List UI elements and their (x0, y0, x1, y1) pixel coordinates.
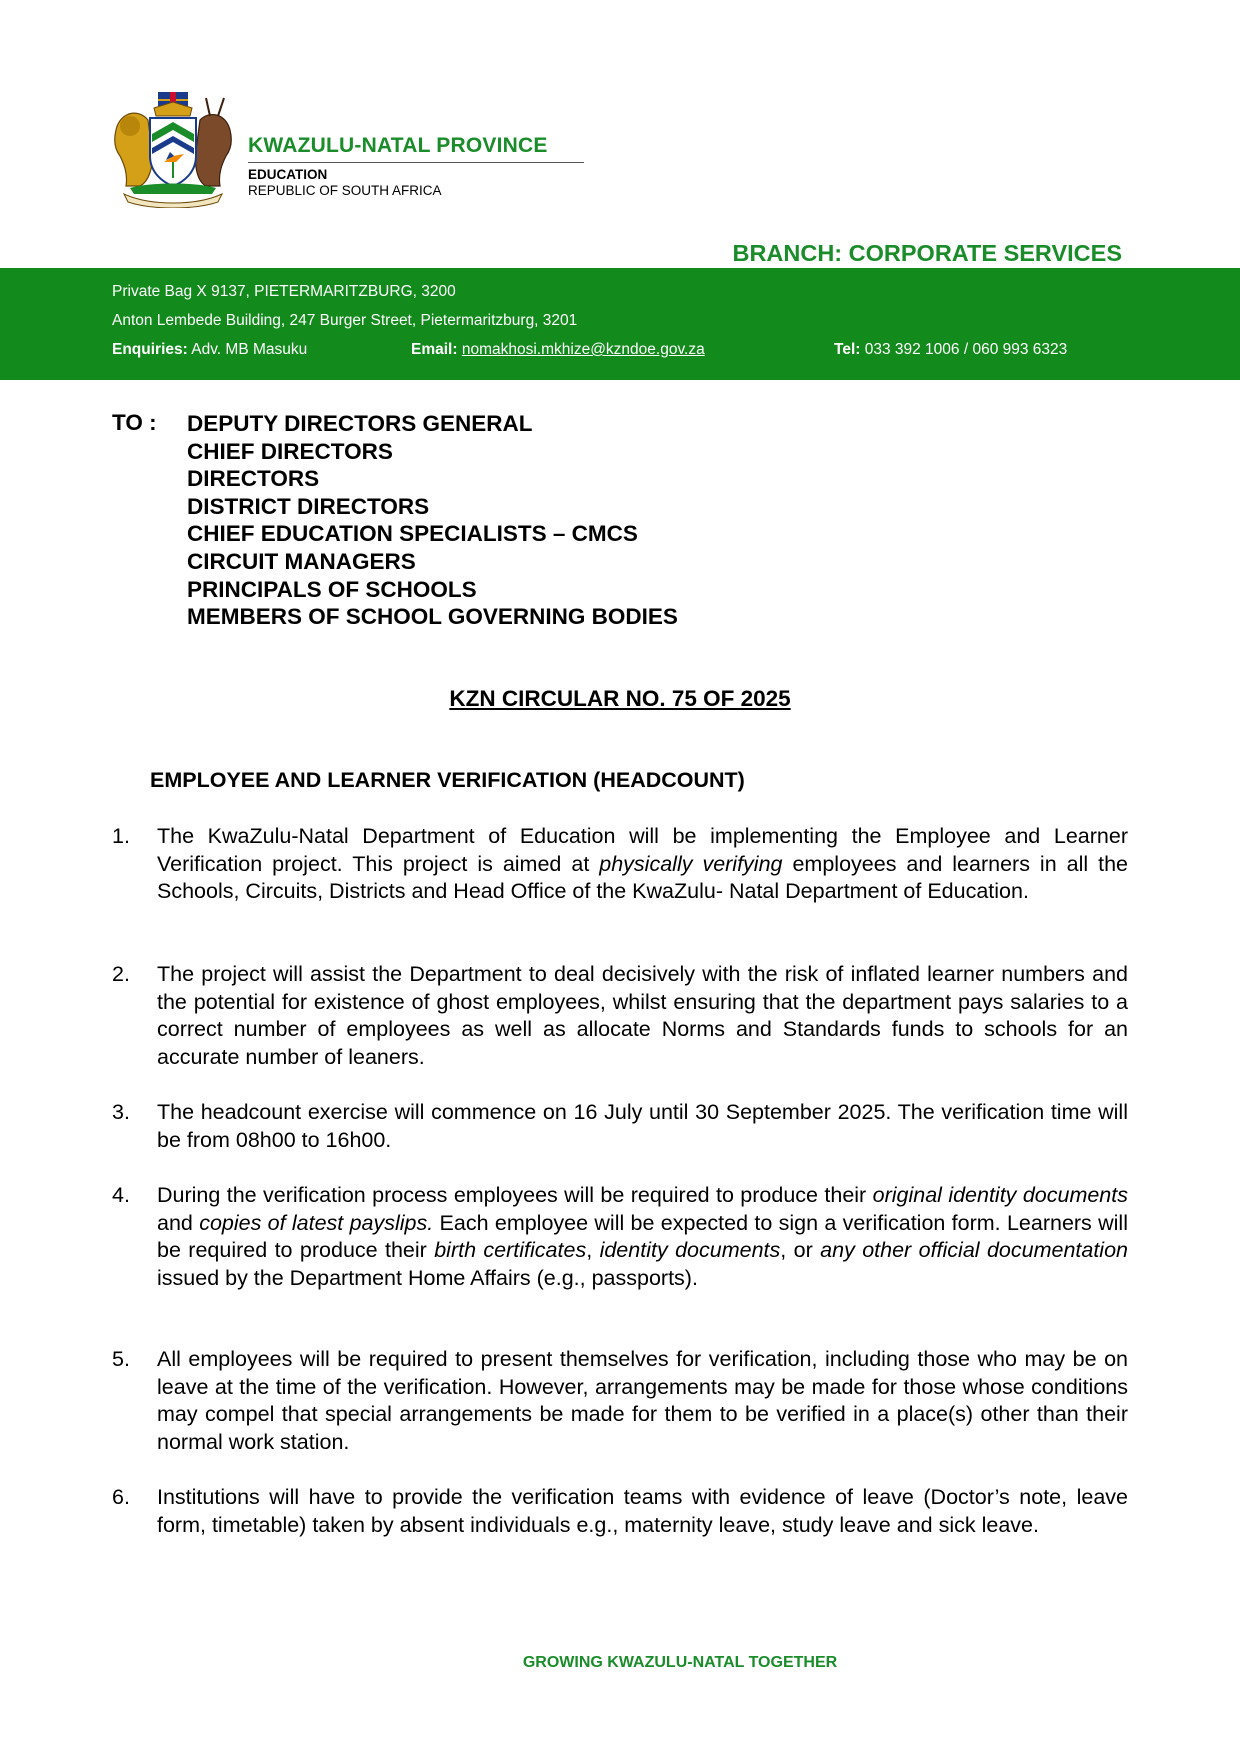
footer-slogan: GROWING KWAZULU-NATAL TOGETHER (522, 1654, 838, 1671)
body-text: Each employee will be expected to sign a verification form. Learners will be required to produce their (157, 1210, 1128, 1263)
department-name: EDUCATION (248, 167, 328, 182)
paragraph-number: 2. (112, 962, 130, 986)
paragraph-text (157, 961, 1128, 1071)
body-text: employees and learners in all the Schools, Circuits, Districts and Head Office of the KwaZulu- Natal Department of Education. (157, 851, 1128, 904)
paragraph (112, 823, 1128, 906)
recipient-item: MEMBERS OF SCHOOL GOVERNING BODIES (187, 604, 678, 630)
paragraph (112, 1182, 1128, 1292)
kzn-coat-of-arms-icon (110, 90, 236, 208)
recipient-item: CIRCUIT MANAGERS (187, 548, 416, 574)
paragraph (112, 1346, 1128, 1456)
emphasis-text: physically verifying (599, 851, 783, 876)
body-text: Institutions will have to provide the verification teams with evidence of leave (Doctor’s note, leave form, timetable) taken by absent individuals e.g., maternity leave, study leave and sick leave. (157, 1485, 1128, 1537)
paragraph (112, 1099, 1128, 1154)
body-text: , (586, 1238, 600, 1263)
enquiries-label: Enquiries: (112, 341, 188, 358)
body-text: All employees will be required to present themselves for verification, including those who may be on leave at the time of the verification. However, arrangements may be made for those whose conditions may compel that special arrangements be made for them to be verified in a place(s) other than their normal work station. (157, 1347, 1128, 1454)
recipient-item: DEPUTY DIRECTORS GENERAL (187, 411, 533, 436)
paragraph-text (157, 1346, 1128, 1456)
email-contact (411, 341, 705, 359)
paragraph-number: 1. (112, 824, 130, 848)
letterhead-title-block (248, 134, 584, 199)
emphasis-text: original identity documents (872, 1183, 1128, 1207)
paragraph-number: 3. (112, 1100, 130, 1124)
tel-value: 033 392 1006 / 060 993 6323 (864, 341, 1068, 358)
body-text: During the verification process employees will be required to produce their (157, 1183, 873, 1207)
tel-contact (834, 341, 1067, 359)
paragraph-number: 5. (112, 1347, 130, 1371)
body-text: and (157, 1210, 200, 1235)
tel-label: Tel: (834, 341, 861, 358)
emphasis-text: any other official documentation (820, 1238, 1128, 1263)
paragraph (112, 961, 1128, 1071)
postal-address: Private Bag X 9137, PIETERMARITZBURG, 3200 (112, 283, 456, 300)
body-text: , or (780, 1238, 821, 1263)
emphasis-text: identity documents (599, 1238, 781, 1263)
recipient-item: CHIEF EDUCATION SPECIALISTS – CMCS (187, 521, 638, 547)
email-label: Email: (411, 341, 458, 358)
paragraph-text (157, 1484, 1128, 1539)
street-address: Anton Lembede Building, 247 Burger Street, Pietermaritzburg, 3201 (112, 312, 578, 329)
body-text: The project will assist the Department to deal decisively with the risk of inflated learner numbers and the potential for existence of ghost employees, whilst ensuring that the department pays salaries to a correct number of employees as well as allocate Norms and Standards funds to schools for an accurate number of leaners. (157, 962, 1128, 1069)
recipient-item: PRINCIPALS OF SCHOOLS (187, 576, 477, 602)
recipient-item: DISTRICT DIRECTORS (187, 493, 430, 519)
emphasis-text: birth certificates (434, 1238, 587, 1263)
emphasis-text: copies of latest payslips. (199, 1210, 434, 1235)
country-name: REPUBLIC OF SOUTH AFRICA (248, 183, 442, 198)
branch-title: BRANCH: CORPORATE SERVICES (732, 240, 1122, 266)
paragraph-number: 6. (112, 1485, 130, 1509)
paragraph-text (157, 823, 1128, 906)
paragraph-number: 4. (112, 1183, 130, 1207)
address-band (0, 268, 1240, 380)
circular-number: KZN CIRCULAR NO. 75 OF 2025 (449, 686, 791, 711)
body-text: The KwaZulu-Natal Department of Education will be implementing the Employee and Learner Verification project. This project is aimed at (157, 824, 1128, 876)
enquiries-contact (112, 341, 307, 359)
letterhead-divider (248, 162, 584, 163)
paragraph-text (157, 1182, 1128, 1292)
email-link[interactable]: nomakhosi.mkhize@kzndoe.gov.za (461, 341, 705, 358)
recipients-label: TO : (112, 410, 157, 435)
enquiries-value: Adv. MB Masuku (191, 341, 308, 358)
circular-subject: EMPLOYEE AND LEARNER VERIFICATION (HEADCOUNT) (150, 768, 745, 792)
paragraph-text (157, 1099, 1128, 1154)
recipient-item: CHIEF DIRECTORS (187, 438, 393, 464)
recipients-list (187, 410, 678, 631)
paragraph (112, 1484, 1128, 1539)
body-text: issued by the Department Home Affairs (e.g., passports). (157, 1265, 698, 1290)
province-name: KWAZULU-NATAL PROVINCE (248, 134, 548, 157)
recipient-item: DIRECTORS (187, 466, 320, 492)
body-text: The headcount exercise will commence on 16 July until 30 September 2025. The verification time will be from 08h00 to 16h00. (157, 1100, 1128, 1152)
